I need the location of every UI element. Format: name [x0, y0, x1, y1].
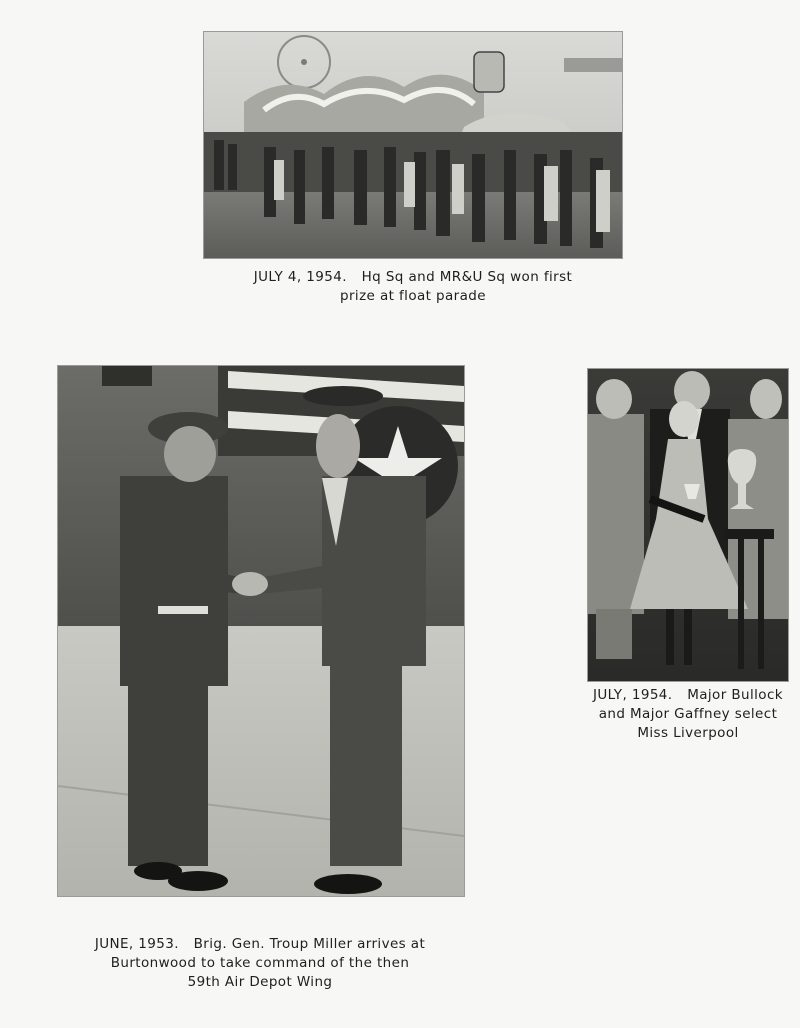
caption-line: Burtonwood to take command of the then	[110, 955, 410, 971]
caption-line: and Major Gaffney select	[598, 706, 778, 722]
caption-text: Hq Sq and MR&U Sq won first	[361, 269, 573, 285]
caption-line	[40, 935, 480, 954]
caption-line	[170, 268, 656, 287]
float-parade-photo	[204, 32, 622, 258]
handshake-caption	[40, 935, 480, 992]
caption-date: JULY 4, 1954.	[253, 269, 347, 285]
caption-line	[578, 686, 798, 705]
handshake-photo	[58, 366, 464, 896]
caption-text: Brig. Gen. Troup Miller arrives at	[193, 936, 426, 952]
caption-date: JUNE, 1953.	[94, 936, 179, 952]
caption-text: Major Bullock	[687, 687, 783, 703]
caption-line: prize at float parade	[340, 288, 486, 304]
caption-line: 59th Air Depot Wing	[187, 974, 333, 990]
miss-liverpool-photo	[588, 369, 788, 681]
miss-liverpool-caption	[578, 686, 798, 743]
caption-line: Miss Liverpool	[637, 725, 739, 741]
caption-date: JULY, 1954.	[593, 687, 673, 703]
float-parade-caption	[170, 268, 656, 306]
